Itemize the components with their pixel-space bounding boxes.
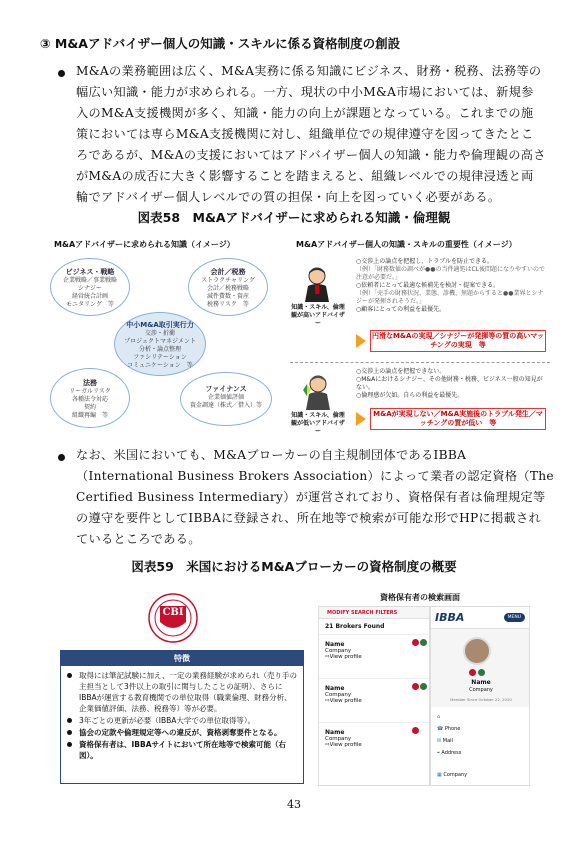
feature-item xyxy=(79,670,297,714)
broker-company: Company xyxy=(325,692,352,698)
high-skill-item: ○依頼者にとって最適な候補先を検討・提案できる。 xyxy=(356,282,500,289)
paragraph-line: 策においては専らM&A支援機関に対し、組織単位での規律遵守を図ってきたとこ xyxy=(76,127,534,141)
bullet-icon xyxy=(58,454,65,461)
badge-icon xyxy=(412,639,419,646)
high-skill-item: （例）「財務数値の調べが●●の当件適処はCL後問題になりやすいので注意が必要だ。」 xyxy=(356,266,546,281)
paragraph-line: 輪でアドバイザー個人レベルでの質の担保・向上を図っていく必要がある。 xyxy=(76,190,501,204)
center-line: 分析・論点整理 xyxy=(138,346,181,353)
feature-text: 3年ごとの更新が必要（IBBA大学での単位取得等）。 xyxy=(79,716,256,725)
center-line: ファシリテーション xyxy=(133,354,187,361)
company-icon: ▦ xyxy=(437,772,444,778)
feature-text: 協会の定款や倫理規定等への違反が、資格剥奪要件となる。 xyxy=(79,728,282,737)
figure-59-title: 図表59 米国におけるM&Aブローカーの資格制度の概要 xyxy=(131,559,457,574)
legal-title: 法務 xyxy=(83,379,97,387)
paragraph-2 xyxy=(76,445,556,550)
broker-name: Name xyxy=(325,641,345,648)
feature-item xyxy=(79,739,297,761)
badge-icon xyxy=(478,669,485,676)
broker-result-card[interactable] xyxy=(319,634,429,678)
legal-line: 組織再編 等 xyxy=(71,412,108,419)
financing-line: 企業価値評価 xyxy=(207,394,244,401)
bullet-icon xyxy=(67,718,72,723)
cbi-logo xyxy=(140,592,206,644)
section-heading: ③ M&Aアドバイザー個人の知識・スキルに係る資格制度の創設 xyxy=(40,36,401,51)
figure-58-title: 図表58 M&Aアドバイザーに求められる知識・倫理観 xyxy=(137,210,451,225)
view-profile-label: View profile xyxy=(329,654,362,660)
high-skill-label: 知識・スキル、倫理観が高いアドバイザー xyxy=(291,304,345,327)
broker-company: Company xyxy=(325,648,352,654)
view-profile-link[interactable]: ⇨View profile xyxy=(325,742,362,748)
financing-cloud xyxy=(180,372,272,426)
legal-line: 契約 xyxy=(83,404,96,411)
bullet-icon xyxy=(58,70,65,77)
importance-diagram xyxy=(290,236,550,448)
business-cloud xyxy=(50,258,130,316)
address-label: Address xyxy=(441,750,462,756)
high-skill-item: ○交渉上の論点を把握し、トラブルを防止できる。 xyxy=(356,258,493,265)
modify-filters-link[interactable]: MODIFY SEARCH FILTERS xyxy=(319,607,429,619)
mail-label: Mail xyxy=(442,738,453,744)
center-line: プロジェクトマネジメント xyxy=(124,338,196,345)
cbi-logo-text: CBI xyxy=(162,607,184,618)
finance-cloud xyxy=(188,258,268,316)
business-line: 企業戦略／事業戦略 xyxy=(62,277,117,284)
badge-icon xyxy=(412,683,419,690)
profile-field xyxy=(437,769,523,781)
finance-line: ストラクチャリング xyxy=(201,277,255,284)
broker-result-card[interactable] xyxy=(319,678,429,722)
profile-header xyxy=(431,607,529,629)
arrow-right-icon xyxy=(356,334,366,348)
badge-icon xyxy=(412,727,419,734)
paragraph-line: ているところである。 xyxy=(76,532,201,546)
center-ellipse xyxy=(114,312,206,376)
bullet-icon xyxy=(67,742,72,747)
knowledge-diagram xyxy=(40,236,278,436)
business-line: 経営統合計画 xyxy=(71,293,108,300)
broker-result-card[interactable] xyxy=(319,722,429,766)
feature-text: 取得には筆記試験に加え、一定の業務経験が求められ（売り手の主担当として3件以上の取引に関与したことの証明）、さらにIBBAが運営する教育機関での単位取得（職業倫理、財務分析、企業価値評価、法務、税務等）等が必要。 xyxy=(79,671,297,713)
profile-fields xyxy=(431,707,529,785)
bullet-icon xyxy=(67,673,72,678)
finance-line: 減件費数・資産 xyxy=(206,293,249,300)
financing-title: ファイナンス xyxy=(205,385,247,393)
high-skill-list xyxy=(356,258,548,314)
menu-button[interactable]: MENU xyxy=(504,613,525,622)
view-profile-link[interactable]: ⇨View profile xyxy=(325,698,362,704)
search-screen-title: 資格保有者の検索画面 xyxy=(380,593,460,602)
paragraph-line: ろであるが、M&Aの支援においてはアドバイザー個人の知識・能力や倫理観の高さ xyxy=(76,148,546,162)
beginner-person-icon xyxy=(302,374,332,410)
broker-company: Company xyxy=(325,736,352,742)
paragraph-line: がM&Aの成否に大きく影響することを踏まえると、組織レベルでの規律浸透と両 xyxy=(76,169,534,183)
divider xyxy=(290,362,550,363)
center-title: 中小M&A取引実行力 xyxy=(126,321,194,329)
phone-icon: ☎ xyxy=(437,726,445,732)
features-list xyxy=(61,666,303,761)
high-skill-result: 円滑なM&Aの実現／シナジーが発揮等の質の高いマッチングの実現 等 xyxy=(370,330,546,352)
profile-field xyxy=(437,723,523,735)
avatar xyxy=(463,637,491,665)
broker-name: Name xyxy=(325,685,345,692)
member-since: Member Since October 22, 2020 xyxy=(450,697,512,702)
paragraph-line: M&Aの業務範囲は広く、M&A実務に係る知識にビジネス、財務・税務、法務等の xyxy=(76,64,542,78)
view-profile-label: View profile xyxy=(329,742,362,748)
high-skill-item: ○顧客にとっての利益を最優先。 xyxy=(356,306,446,313)
profile-company: Company xyxy=(469,687,493,693)
company-label: Company xyxy=(443,772,468,778)
center-line: 交渉・折衝 xyxy=(144,330,175,337)
business-title: ビジネス・戦略 xyxy=(65,268,115,276)
search-results-screen xyxy=(318,606,430,786)
low-skill-list xyxy=(356,368,548,400)
confident-person-icon xyxy=(302,266,332,302)
profile-card xyxy=(431,629,529,707)
business-line: モニタリング 等 xyxy=(66,301,114,308)
feature-text: 資格保有者は、IBBAサイトにおいて所在地等で検索可能（右図）。 xyxy=(79,740,287,760)
brokers-found: 21 Brokers Found xyxy=(325,623,385,630)
profile-name: Name xyxy=(471,679,491,686)
importance-diagram-title: M&Aアドバイザー個人の知識・スキルの重要性（イメージ） xyxy=(296,240,517,249)
center-line: コミュニケーション 等 xyxy=(127,362,193,369)
profile-field xyxy=(437,747,523,759)
bullet-icon xyxy=(67,730,72,735)
paragraph-line: 幅広い知識・能力が求められる。一方、現状の中小M&A市場においては、新規参 xyxy=(76,85,534,99)
paragraph-line: 入のM&A支援機関が多く、知識・能力の向上が課題となっている。これまでの施 xyxy=(76,106,534,120)
finance-title: 会計／税務 xyxy=(210,268,246,276)
legal-line: リーガルリスク xyxy=(69,388,111,395)
low-skill-result: M&Aが実現しない／M&A実施後のトラブル発生／マッチングの質が低い 等 xyxy=(370,408,546,430)
finance-line: 会計／税務戦略 xyxy=(206,285,249,292)
broker-name: Name xyxy=(325,729,345,736)
features-box xyxy=(60,650,304,784)
badge-icon xyxy=(420,639,427,646)
page-number: 43 xyxy=(287,798,301,811)
low-skill-label: 知識・スキル、倫理観が低いアドバイザー xyxy=(291,412,345,435)
home-icon[interactable]: ⌂ xyxy=(437,714,441,720)
feature-item xyxy=(79,715,297,726)
business-line: シナジー xyxy=(78,285,102,292)
arrow-right-icon xyxy=(356,412,366,426)
paragraph-line: （International Business Brokers Association）によって業者の認定資格（The xyxy=(76,469,554,483)
legal-cloud xyxy=(50,368,130,428)
financing-line: 資金調達（株式／借入）等 xyxy=(189,402,262,409)
view-profile-link[interactable]: ⇨View profile xyxy=(325,654,362,660)
paragraph-line: Certified Business Intermediary）が運営されており、資格保有者は倫理規定等 xyxy=(76,490,546,504)
finance-line: 税務リスク 等 xyxy=(207,301,249,308)
location-icon: ⌖ xyxy=(437,750,442,756)
low-skill-item: ○M&Aにおけるシナジー、その他財務・税務、ビジネス一般の知見がない。 xyxy=(356,376,543,391)
paragraph-1 xyxy=(76,61,556,208)
view-profile-label: View profile xyxy=(329,698,362,704)
knowledge-diagram-title: M&Aアドバイザーに求められる知識（イメージ） xyxy=(54,240,235,249)
high-skill-item: （例）「売手の財務状況、業態、診機、無題からすると●●業界とシナジーが発揮されそうだ。」 xyxy=(356,290,544,305)
features-header: 特徴 xyxy=(61,651,303,666)
ibba-brand: IBBA xyxy=(435,611,465,624)
phone-label: Phone xyxy=(444,726,461,732)
legal-line: 各種法令対応 xyxy=(71,396,108,403)
broker-profile-screen xyxy=(430,606,530,786)
mail-icon: ✉ xyxy=(437,738,443,744)
paragraph-line: なお、米国においても、M&Aブローカーの自主規制団体であるIBBA xyxy=(76,448,467,462)
badge-icon xyxy=(469,669,476,676)
badge-icon xyxy=(420,683,427,690)
profile-field xyxy=(437,735,523,747)
paragraph-line: の遵守を要件としてIBBAに登録され、所在地等で検索が可能な形でHPに掲載され xyxy=(76,511,541,525)
feature-item xyxy=(79,727,297,738)
low-skill-item: ○交渉上の論点を把握できない。 xyxy=(356,368,446,375)
low-skill-item: ○倫理感が欠如。自らの利益を最優先。 xyxy=(356,392,464,399)
